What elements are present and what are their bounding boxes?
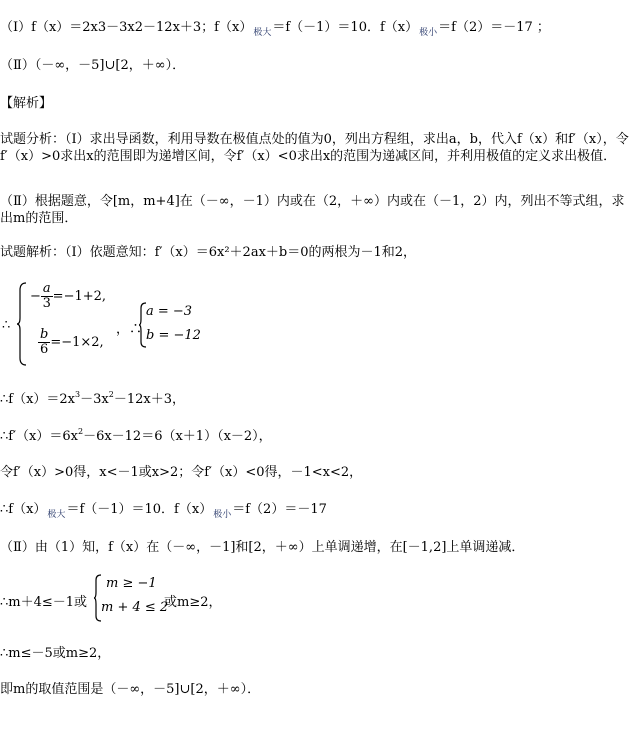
extrema-subscript-max: 极大 [47, 510, 66, 520]
extrema-part-b: ＝f（－1）＝10．f（x） [66, 502, 213, 517]
extrema-subscript-min: 极小 [213, 510, 232, 520]
system1-eq1 [30, 282, 106, 311]
fx-part-a: ∴f（x）＝2x [0, 392, 76, 407]
fx-expression [0, 392, 185, 409]
answer-part1-text-c: ＝f（2）＝－17 ； [438, 20, 550, 35]
fpx-part-a: ∴f′（x）＝6x [0, 429, 78, 444]
inequality-system [0, 574, 320, 624]
eq1-numerator: a [42, 281, 51, 296]
system1-eq2 [38, 328, 104, 357]
answer-part1 [0, 20, 550, 37]
left-brace-1 [16, 282, 28, 366]
fx-part-b: －3x [80, 392, 109, 407]
m-range: ∴m≤－5或m≥2， [0, 646, 111, 661]
eq2-numerator: b [40, 327, 49, 342]
analysis-paragraph-1: 试题分析：（Ⅰ）求出导函数，利用导数在极值点处的值为0，列出方程组，求出a，b，代入f（x）和f′（x），令f′（x）>0求出x的范围即为递增区间，令f′（x）<0求出x的范围为递减区间，并利用极值的定义求出极值． [0, 132, 629, 164]
eq2-denominator: 6 [40, 342, 49, 357]
extrema-part-a: ∴f（x） [0, 502, 47, 517]
answer-part2: （Ⅱ）（－∞，－5]∪[2，＋∞）． [0, 58, 186, 73]
result-b: b = −12 [146, 328, 201, 343]
therefore-symbol: ∴ [2, 318, 11, 333]
condition-2: m + 4 ≤ 2 [101, 600, 169, 615]
subscript-max: 极大 [253, 28, 272, 38]
solution-intro: 试题解析：（Ⅰ）依题意知：f′（x）＝6x²＋2ax＋b＝0的两根为－1和2， [0, 245, 417, 260]
eq1-denominator: 3 [42, 296, 51, 311]
exponent-2-b: 2 [77, 427, 84, 436]
condition-1: m ≥ −1 [106, 576, 157, 591]
fpx-part-b: －6x－12＝6（x＋1）（x－2）， [83, 429, 272, 444]
sign-analysis: 令f′（x）>0得，x<－1或x>2；令f′（x）<0得，－1<x<2， [0, 465, 363, 480]
analysis-heading: 【解析】 [0, 96, 53, 111]
extrema-result [0, 502, 327, 519]
eq2-rest: =−1×2, [50, 335, 104, 350]
monotonicity-statement: （Ⅱ）由（1）知，f（x）在（－∞，－1]和[2，＋∞）上单调递增，在[－1,2]上单调递减． [0, 540, 525, 555]
therefore-separator: ，∴ [116, 322, 143, 337]
eq1-rest: =−1+2, [52, 289, 107, 304]
exponent-3: 3 [75, 390, 81, 399]
final-answer: 即m的取值范围是（－∞，－5]∪[2，＋∞）． [0, 682, 261, 697]
analysis-paragraph-2: （Ⅱ）根据题意，令[m，m+4]在（－∞，－1）内或在（2，＋∞）内或在（－1，2）内，列出不等式组，求出m的范围． [0, 194, 625, 226]
answer-part1-text-b: ＝f（－1）＝10．f（x） [272, 20, 419, 35]
equation-system-1 [0, 280, 260, 370]
extrema-part-c: ＝f（2）＝－17 [232, 502, 327, 517]
answer-part1-text-a: （Ⅰ）f（x）＝2x3－3x2－12x＋3；f（x） [0, 20, 253, 35]
subscript-min: 极小 [419, 28, 438, 38]
fpx-expression [0, 429, 272, 446]
inequality-prefix: ∴m＋4≤－1或 [0, 595, 88, 610]
inequality-suffix: 或m≥2， [164, 595, 222, 610]
fx-part-c: －12x＋3， [113, 392, 185, 407]
exponent-2: 2 [108, 390, 114, 399]
minus-sign: − [30, 289, 41, 304]
result-a: a = −3 [146, 304, 193, 319]
